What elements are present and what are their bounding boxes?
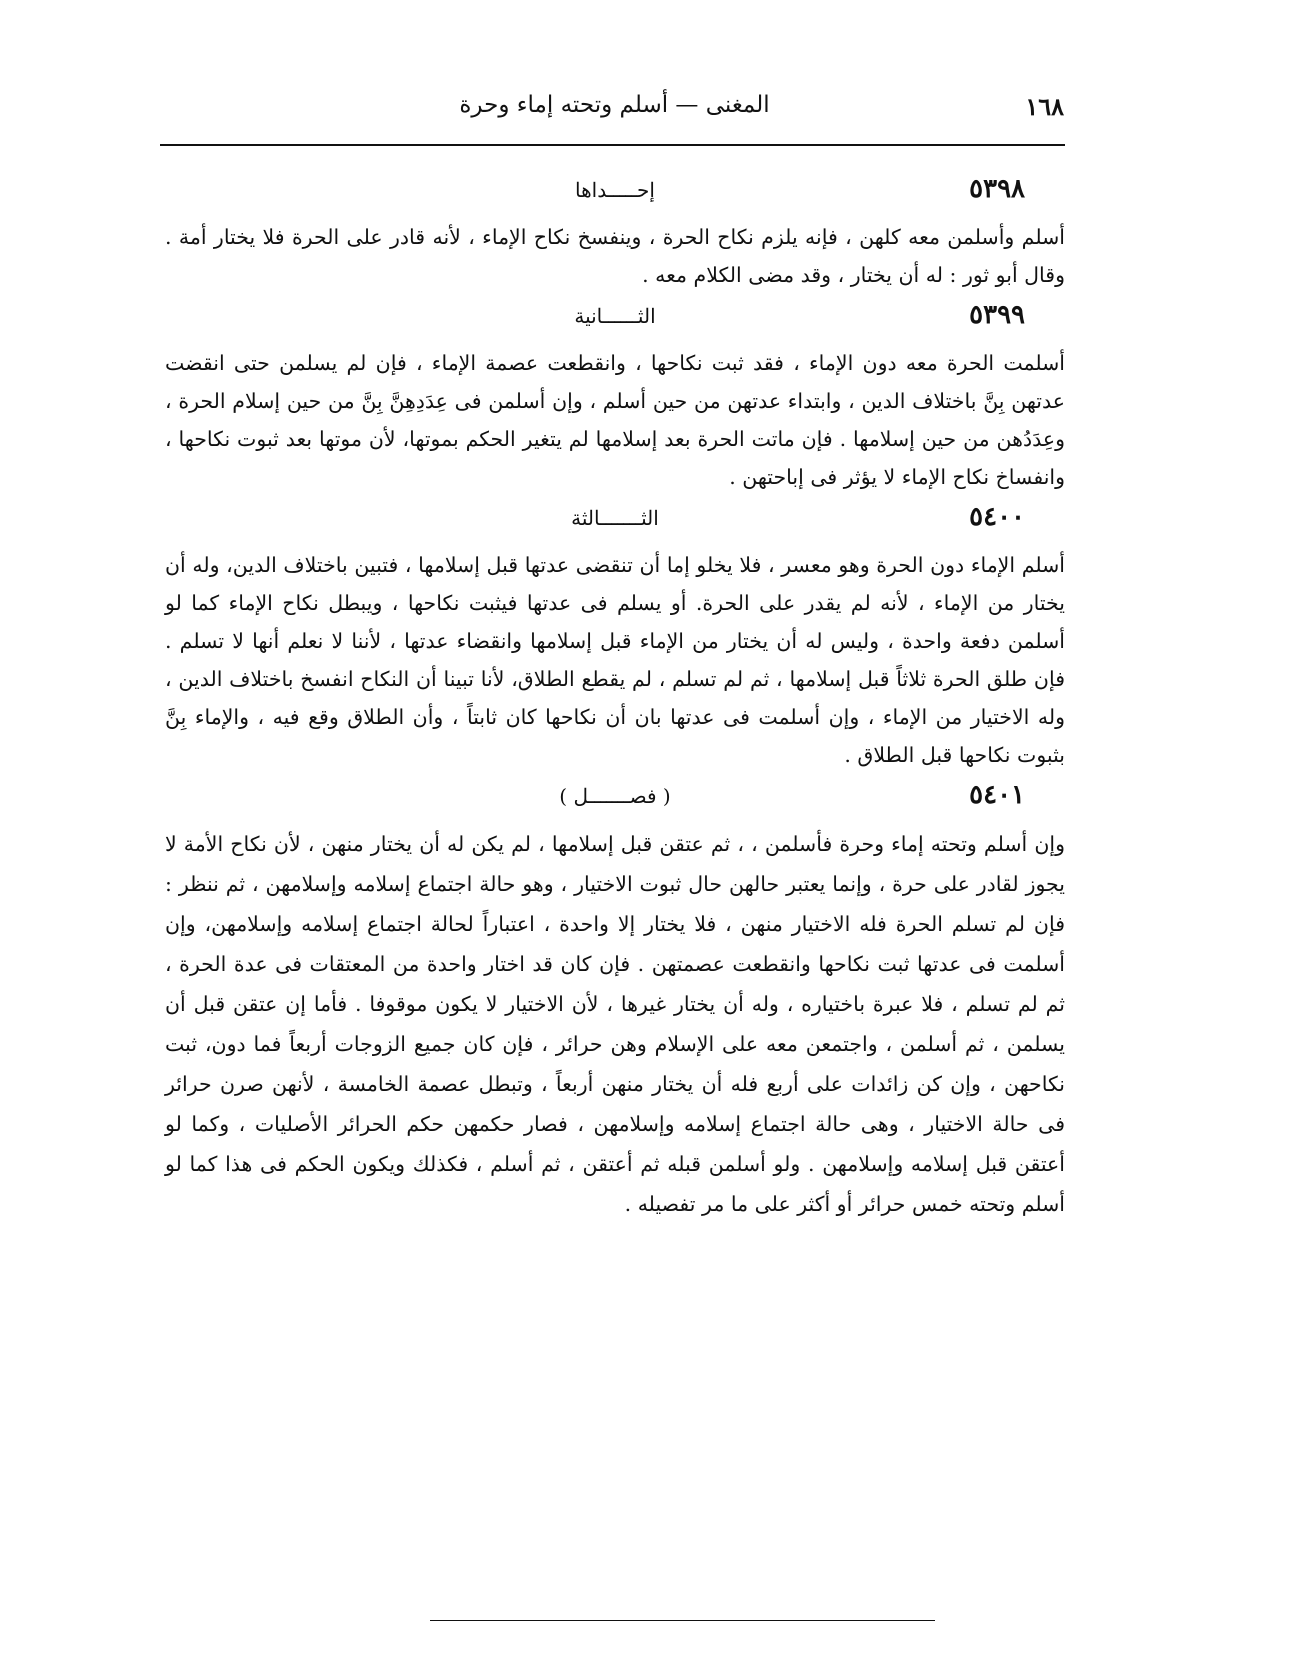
section-heading: [165, 502, 1065, 538]
section-title: الثـــــــالثة: [571, 506, 659, 530]
footer-divider: [430, 1620, 935, 1621]
page-body: [165, 168, 1065, 1230]
section-5401: [165, 780, 1065, 1224]
section-number: ٥٤٠٠: [969, 502, 1025, 532]
section-paragraph: أسلم وأسلمن معه كلهن ، فإنه يلزم نكاح الحرة ، وينفسخ نكاح الإماء ، لأنه قادر على الحرة فلا يختار أمة . وقال أبو ثور : له أن يختار ، وقد مضى الكلام معه .: [165, 225, 1065, 287]
section-number: ٥٣٩٨: [969, 174, 1025, 204]
page-header: [165, 92, 1064, 136]
section-title: الثــــــانية: [574, 304, 656, 328]
running-title: المغنى — أسلم وتحته إماء وحرة: [459, 92, 770, 118]
section-heading: [165, 174, 1065, 210]
page-number: ١٦٨: [1025, 92, 1064, 121]
section-title: ( فصـــــــل ): [559, 784, 671, 808]
section-number: ٥٤٠١: [969, 780, 1025, 810]
section-5399: [165, 300, 1065, 496]
section-paragraph: وإن أسلم وتحته إماء وحرة فأسلمن ، ، ثم عتقن قبل إسلامها ، لم يكن له أن يختار منهن ، لأن نكاح الأمة لا يجوز لقادر على حرة ، وإنما يعتبر حالهن حال ثبوت الاختيار ، وهو حالة اجتماع إسلامه وإسلامهن ، ثم ننظر : فإن لم تسلم الحرة فله الاختيار منهن ، فلا يختار إلا واحدة ، اعتباراً لحالة اجتماع إسلامه وإسلامهن، وإن أسلمت فى عدتها ثبت نكاحها وانقطعت عصمتهن . فإن كان قد اختار واحدة من المعتقات فى عدة الحرة ، ثم لم تسلم ، فلا عبرة باختياره ، وله أن يختار غيرها ، لأن الاختيار لا يكون موقوفا . فأما إن عتقن قبل أن يسلمن ، ثم أسلمن ، واجتمعن معه على الإسلام وهن حرائر ، فإن كان جميع الزوجات أربعاً فما دون، ثبت نكاحهن ، وإن كن زائدات على أربع فله أن يختار منهن أربعاً ، وتبطل عصمة الخامسة ، لأنهن صرن حرائر فى حالة الاختيار ، وهى حالة اجتماع إسلامه وإسلامهن ، فصار حكمهن حكم الحرائر الأصليات ، وكما لو أعتقن قبل إسلامه وإسلامهن . ولو أسلمن قبله ثم أعتقن ، ثم أسلم ، فكذلك ويكون الحكم فى هذا كما لو أسلم وتحته خمس حرائر أو أكثر على ما مر تفصيله .: [165, 832, 1065, 1216]
section-title: إحـــــداها: [575, 178, 655, 202]
section-number: ٥٣٩٩: [969, 300, 1025, 330]
section-paragraph: أسلم الإماء دون الحرة وهو معسر ، فلا يخلو إما أن تنقضى عدتها قبل إسلامها ، فتبين باختلاف الدين، وله أن يختار من الإماء ، لأنه لم يقدر على الحرة. أو يسلم فى عدتها فيثبت نكاحها ، ويبطل نكاح الإماء كما لو أسلمن دفعة واحدة ، وليس له أن يختار من الإماء قبل إسلامها وانقضاء عدتها ، لأننا لا نعلم أنها لا تسلم . فإن طلق الحرة ثلاثاً قبل إسلامها ، ثم لم تسلم ، لم يقطع الطلاق، لأنا تبينا أن النكاح انفسخ باختلاف الدين ، وله الاختيار من الإماء ، وإن أسلمت فى عدتها بان أن نكاحها كان ثابتاً ، وأن الطلاق وقع فيه ، والإماء بِنَّ بثبوت نكاحها قبل الطلاق .: [165, 553, 1065, 767]
section-5400: [165, 502, 1065, 774]
section-heading: [165, 780, 1065, 816]
section-paragraph: أسلمت الحرة معه دون الإماء ، فقد ثبت نكاحها ، وانقطعت عصمة الإماء ، فإن لم يسلمن حتى انقضت عدتهن بِنَّ باختلاف الدين ، وابتداء عدتهن من حين أسلم ، وإن أسلمن فى عِدَدِهِنَّ بِنَّ من حين إسلام الحرة ، وعِدَدُهن من حين إسلامها . فإن ماتت الحرة بعد إسلامها لم يتغير الحكم بموتها، لأن موتها بعد ثبوت نكاحها ، وانفساخ نكاح الإماء لا يؤثر فى إباحتهن .: [165, 351, 1065, 489]
section-heading: [165, 300, 1065, 336]
section-5398: [165, 174, 1065, 294]
header-divider: [160, 144, 1065, 146]
